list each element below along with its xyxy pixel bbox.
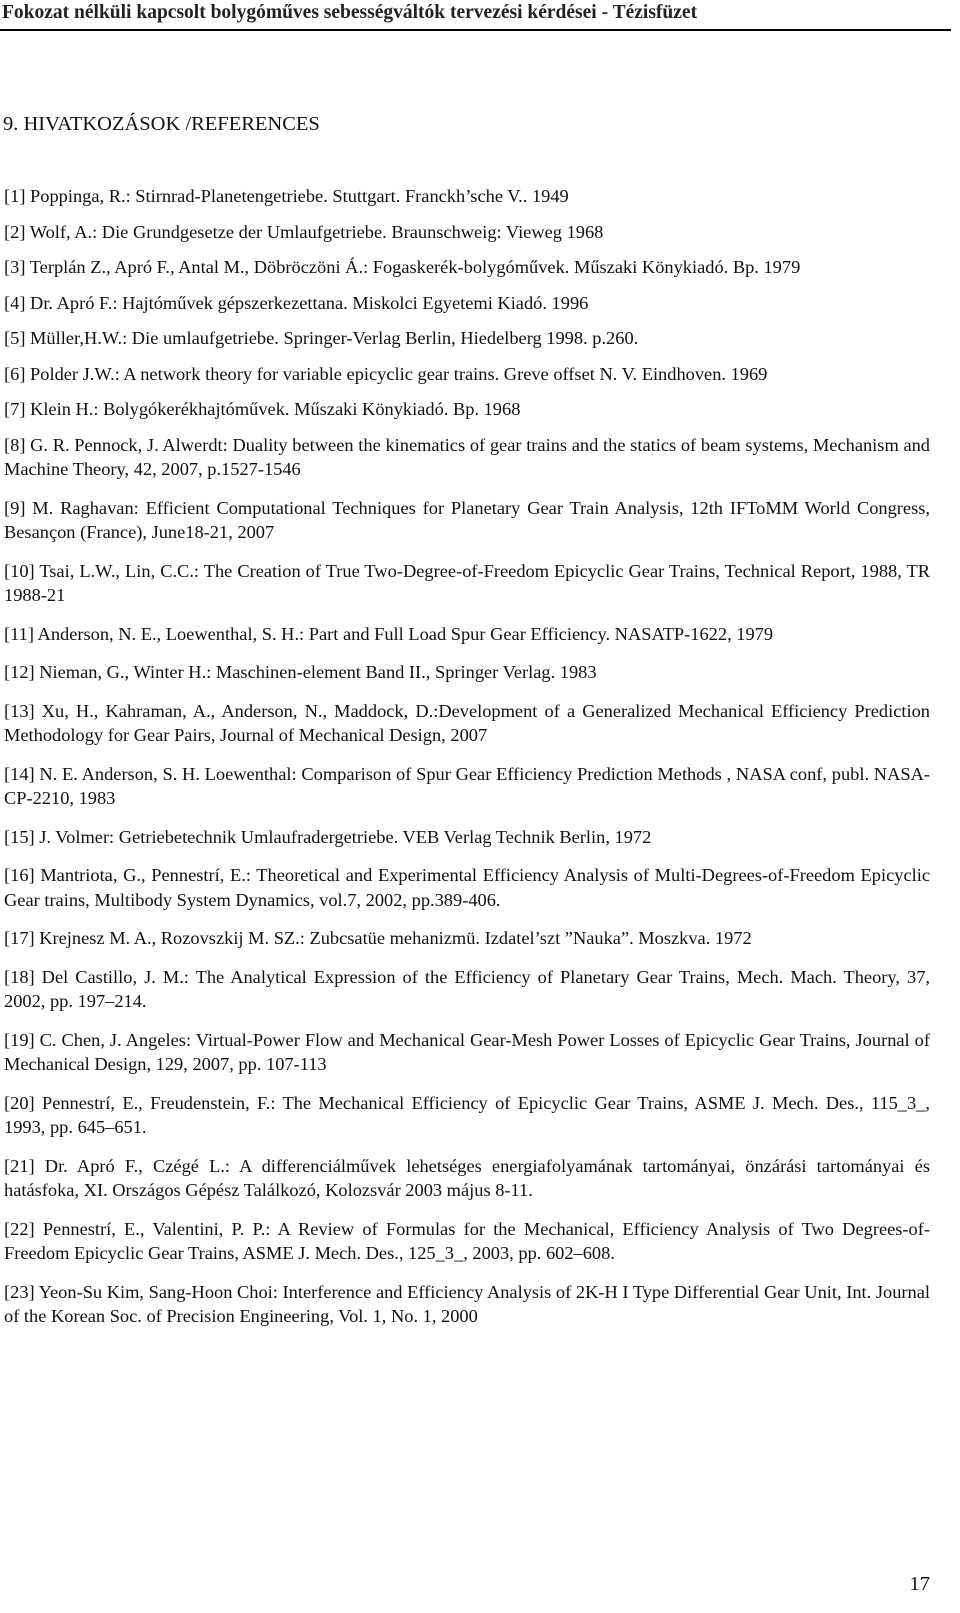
reference-item: [13] Xu, H., Kahraman, A., Anderson, N., Maddock, D.:Development of a Generalized Mechanical Efficiency Prediction Methodology for Gear Pairs, Journal of Mechanical Design, 2007 <box>4 700 930 745</box>
page-number: 17 <box>909 1573 930 1595</box>
reference-item: [21] Dr. Apró F., Czégé L.: A differenciálművek lehetséges energiafolyamának tartományai, önzárási tartományai és hatásfoka, XI. Országos Gépész Találkozó, Kolozsvár 2003 május 8-11. <box>4 1155 930 1200</box>
reference-item: [8] G. R. Pennock, J. Alwerdt: Duality between the kinematics of gear trains and the statics of beam systems, Mechanism and Machine Theory, 42, 2007, p.1527-1546 <box>4 434 930 479</box>
reference-item: [20] Pennestrí, E., Freudenstein, F.: The Mechanical Efficiency of Epicyclic Gear Trains, ASME J. Mech. Des., 115_3_, 1993, pp. 645–651. <box>4 1092 930 1137</box>
reference-item: [5] Müller,H.W.: Die umlaufgetriebe. Springer-Verlag Berlin, Hiedelberg 1998. p.260. <box>4 328 639 348</box>
reference-item: [16] Mantriota, G., Pennestrí, E.: Theoretical and Experimental Efficiency Analysis of Multi-Degrees-of-Freedom Epicyclic Gear trains, Multibody System Dynamics, vol.7, 2002, pp.389-406. <box>4 865 930 910</box>
reference-item: [15] J. Volmer: Getriebetechnik Umlaufradergetriebe. VEB Verlag Technik Berlin, 1972 <box>4 826 652 847</box>
reference-item: [2] Wolf, A.: Die Grundgesetze der Umlaufgetriebe. Braunschweig: Vieweg 1968 <box>4 221 604 242</box>
reference-item: [17] Krejnesz M. A., Rozovszkij M. SZ.: Zubcsatüe mehanizmü. Izdatel’szt ”Nauka”. Moszkva. 1972 <box>4 928 752 948</box>
reference-item: [19] C. Chen, J. Angeles: Virtual-Power Flow and Mechanical Gear-Mesh Power Losses of Epicyclic Gear Trains, Journal of Mechanical Design, 129, 2007, pp. 107-113 <box>4 1029 930 1074</box>
reference-item: [3] Terplán Z., Apró F., Antal M., Döbröczöni Á.: Fogaskerék-bolygóművek. Műszaki Könykiadó. Bp. 1979 <box>4 257 801 277</box>
reference-item: [7] Klein H.: Bolygókerékhajtóművek. Műszaki Könykiadó. Bp. 1968 <box>4 399 521 419</box>
reference-item: [6] Polder J.W.: A network theory for variable epicyclic gear trains. Greve offset N. V. Eindhoven. 1969 <box>4 363 768 384</box>
header-title: Fokozat nélküli kapcsolt bolygóműves sebességváltók tervezési kérdései - Tézisfüzet <box>2 2 698 23</box>
page-header <box>0 0 960 32</box>
reference-item: [9] M. Raghavan: Efficient Computational Techniques for Planetary Gear Train Analysis, 12th IFToMM World Congress, Besançon (France), June18-21, 2007 <box>4 497 930 542</box>
reference-item: [1] Poppinga, R.: Stirnrad-Planetengetriebe. Stuttgart. Franckh’sche V.. 1949 <box>4 186 569 206</box>
reference-item: [18] Del Castillo, J. M.: The Analytical Expression of the Efficiency of Planetary Gear Trains, Mech. Mach. Theory, 37, 2002, pp. 197–214. <box>4 966 930 1011</box>
reference-item: [22] Pennestrí, E., Valentini, P. P.: A Review of Formulas for the Mechanical, Efficiency Analysis of Two Degrees-of-Freedom Epicyclic Gear Trains, ASME J. Mech. Des., 125_3_, 2003, pp. 602–608. <box>4 1218 930 1263</box>
header-rule <box>0 29 951 31</box>
reference-item: [10] Tsai, L.W., Lin, C.C.: The Creation of True Two-Degree-of-Freedom Epicyclic Gear Trains, Technical Report, 1988, TR 1988-21 <box>4 560 930 605</box>
reference-item: [23] Yeon-Su Kim, Sang-Hoon Choi: Interference and Efficiency Analysis of 2K-H I Type Differential Gear Unit, Int. Journal of the Korean Soc. of Precision Engineering, Vol. 1, No. 1, 2000 <box>4 1281 930 1326</box>
reference-item: [12] Nieman, G., Winter H.: Maschinen-element Band II., Springer Verlag. 1983 <box>4 662 597 682</box>
reference-list <box>4 184 930 1343</box>
reference-item: [4] Dr. Apró F.: Hajtóművek gépszerkezettana. Miskolci Egyetemi Kiadó. 1996 <box>4 292 589 313</box>
section-heading: 9. HIVATKOZÁSOK /REFERENCES <box>3 113 320 135</box>
reference-item: [11] Anderson, N. E., Loewenthal, S. H.: Part and Full Load Spur Gear Efficiency. NASATP-1622, 1979 <box>4 623 774 644</box>
reference-item: [14] N. E. Anderson, S. H. Loewenthal: Comparison of Spur Gear Efficiency Prediction Methods , NASA conf, publ. NASA-CP-2210, 1983 <box>4 763 930 808</box>
